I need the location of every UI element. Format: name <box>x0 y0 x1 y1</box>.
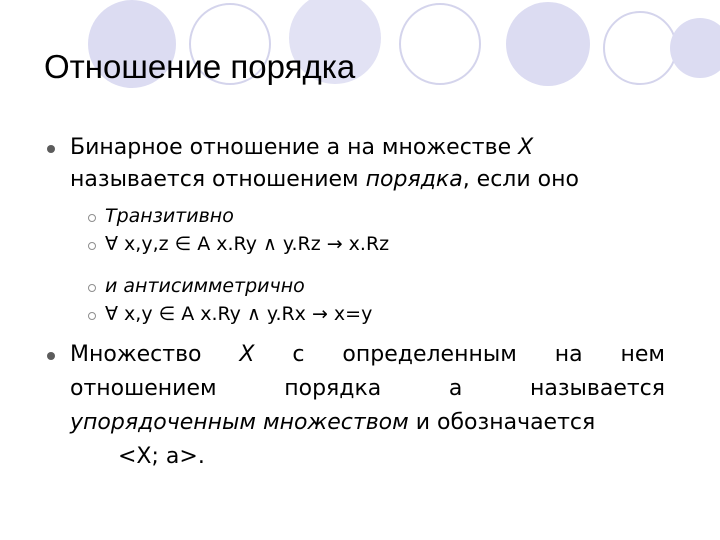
slide-title: Отношение порядка <box>44 48 356 85</box>
bullet2-text: и обозначается <box>408 410 596 435</box>
word: a <box>448 376 463 401</box>
bullet2-line4: <X; a>. <box>118 444 205 469</box>
deco-circle <box>604 12 676 84</box>
word: нем <box>620 342 665 367</box>
sub-item-antisymmetric: и антисимметрично <box>105 275 305 297</box>
sub-bullet-ring <box>88 312 96 320</box>
deco-circle <box>670 18 720 78</box>
bullet-dot <box>47 145 55 153</box>
sub-bullet-ring <box>88 284 96 292</box>
word: порядка <box>284 376 382 401</box>
word: называется <box>529 376 666 401</box>
bullet2-line3 <box>70 410 595 435</box>
sub-item-formula-transitive: ∀ x,y,z ∈ A x.Ry ∧ y.Rz → x.Rz <box>105 233 390 255</box>
word: Множество <box>70 342 202 367</box>
set-symbol: X <box>518 135 534 160</box>
term-order: порядка <box>365 167 463 192</box>
word: определенным <box>342 342 517 367</box>
bullet1-line2 <box>70 167 579 192</box>
word: на <box>554 342 583 367</box>
bullet-dot <box>47 352 55 360</box>
word: с <box>292 342 305 367</box>
deco-circle <box>506 2 590 86</box>
sub-bullet-ring <box>88 214 96 222</box>
bullet1-text: Бинарное отношение a на множестве <box>70 135 519 160</box>
bullet2-line1 <box>70 342 665 367</box>
bullet1-text: , если оно <box>462 167 579 192</box>
sub-item-formula-antisymmetric: ∀ x,y ∈ A x.Ry ∧ y.Rx → x=y <box>105 303 373 325</box>
word: отношением <box>70 376 217 401</box>
bullet2-line2 <box>70 376 665 401</box>
bullet1-line1 <box>70 135 533 160</box>
deco-circle <box>400 4 480 84</box>
term-ordered-set: упорядоченным множеством <box>70 410 409 435</box>
sub-bullet-ring <box>88 242 96 250</box>
sub-item-transitive: Транзитивно <box>105 205 234 227</box>
bullet1-text: называется отношением <box>70 167 366 192</box>
set-symbol: X <box>239 342 255 367</box>
